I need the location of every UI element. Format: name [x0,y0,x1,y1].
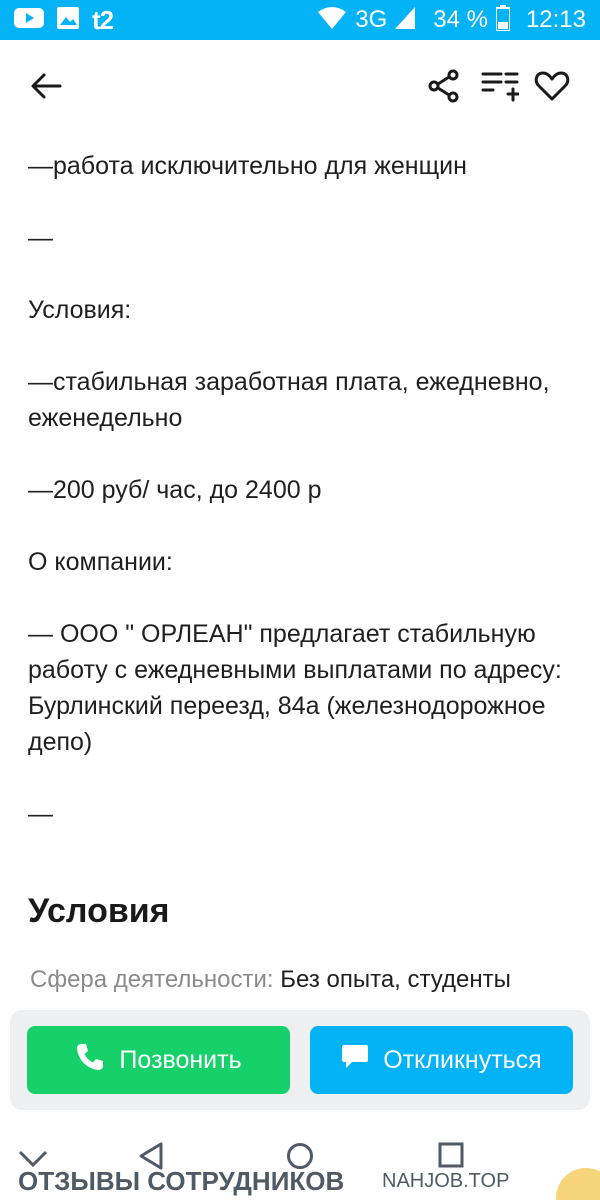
description-line: — [28,800,53,828]
phone-icon [75,1042,105,1079]
description-line: —работа исключительно для женщин [28,152,467,180]
toolbar [0,40,600,136]
conditions-title: Условия [28,892,170,930]
share-button[interactable] [424,68,464,108]
call-button-label: Позвонить [119,1045,242,1074]
chat-bubble-icon [341,1044,369,1077]
action-panel [10,1010,590,1110]
watermark-site: NAHJOB.TOP [382,1170,510,1192]
share-icon [427,69,461,108]
watermark-reviews: ОТЗЫВЫ СОТРУДНИКОВ [18,1166,345,1196]
field-row-industry [30,966,511,994]
gallery-icon [56,6,80,35]
back-arrow-icon [30,72,62,105]
network-type: 3G [355,6,388,33]
back-button[interactable] [26,68,66,108]
call-button[interactable] [27,1026,290,1094]
field-value: Без опыта, студенты [280,966,511,993]
description-line: —стабильная заработная плата, ежедневно, еженедельно [28,368,550,432]
youtube-icon [14,7,44,34]
favorite-button[interactable] [532,68,572,108]
carrier-label: t2 [92,4,114,35]
vacancy-description [28,148,576,832]
description-line: Условия: [28,296,132,324]
nav-recents-icon[interactable] [438,1142,464,1173]
field-label: Сфера деятельности: [30,966,274,993]
clock: 12:13 [525,6,586,33]
heart-icon [534,70,570,107]
reply-button[interactable] [310,1026,573,1094]
reply-button-label: Откликнуться [383,1045,542,1074]
description-line: — [28,224,53,252]
add-to-list-button[interactable] [480,68,520,108]
battery-icon [496,5,510,36]
description-line: —200 руб/ час, до 2400 р [28,476,322,504]
add-to-list-icon [481,69,519,108]
description-line: О компании: [28,548,173,576]
signal-icon [395,7,415,34]
description-line: — ООО " ОРЛЕАН" предлагает стабильную работу с ежедневными выплатами по адресу: Бурлинский переезд, 84а (железнодорожное депо) [28,620,562,756]
battery-percent: 34 % [433,6,488,33]
wifi-icon [317,6,347,35]
status-bar [0,0,600,40]
